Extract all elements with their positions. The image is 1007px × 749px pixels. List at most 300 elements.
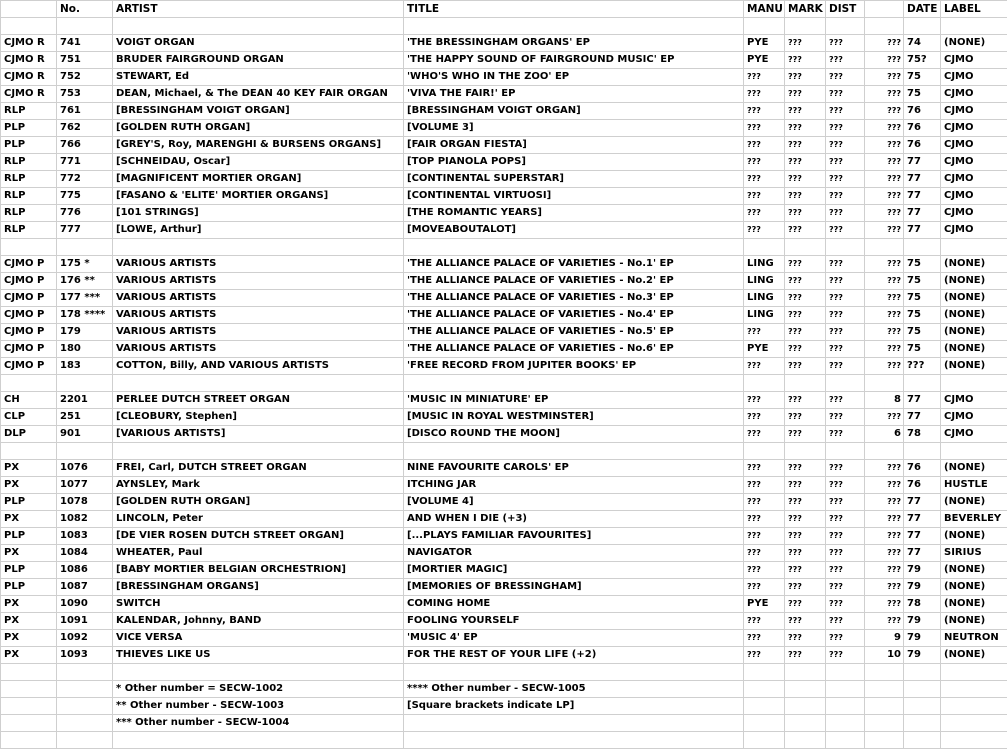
cell-label[interactable]: (NONE) (941, 290, 1007, 307)
cell-manu[interactable]: ??? (744, 69, 785, 86)
cell-label[interactable]: (NONE) (941, 273, 1007, 290)
cell-date[interactable]: 77 (904, 511, 941, 528)
cell-date[interactable] (904, 443, 941, 460)
cell-dist[interactable]: ??? (826, 579, 865, 596)
cell-date[interactable] (904, 664, 941, 681)
cell-title[interactable]: COMING HOME (404, 596, 744, 613)
cell-date[interactable]: 77 (904, 545, 941, 562)
cell-manu[interactable]: ??? (744, 562, 785, 579)
cell-number[interactable]: 180 (57, 341, 113, 358)
cell-dist[interactable] (826, 375, 865, 392)
cell-manu[interactable]: ??? (744, 630, 785, 647)
cell-manu[interactable]: ??? (744, 613, 785, 630)
cell-number[interactable]: 772 (57, 171, 113, 188)
cell-series[interactable] (1, 715, 57, 732)
cell-dist[interactable]: ??? (826, 477, 865, 494)
cell-artist[interactable]: PERLEE DUTCH STREET ORGAN (113, 392, 404, 409)
cell-manu[interactable]: ??? (744, 409, 785, 426)
cell-mark[interactable]: ??? (785, 426, 826, 443)
cell-manu[interactable]: LING (744, 256, 785, 273)
cell-mark[interactable]: ??? (785, 307, 826, 324)
cell-manu[interactable] (744, 715, 785, 732)
cell-series[interactable]: PX (1, 477, 57, 494)
cell-dist[interactable] (826, 698, 865, 715)
cell-mark[interactable]: ??? (785, 596, 826, 613)
header-label[interactable]: LABEL (941, 1, 1007, 18)
cell-mark[interactable]: ??? (785, 358, 826, 375)
cell-series[interactable]: DLP (1, 426, 57, 443)
cell-dist[interactable]: ??? (826, 154, 865, 171)
cell-artist[interactable] (113, 18, 404, 35)
cell-series[interactable]: PX (1, 630, 57, 647)
cell-mark[interactable] (785, 681, 826, 698)
cell-quantity[interactable] (865, 18, 904, 35)
cell-title[interactable]: [DISCO ROUND THE MOON] (404, 426, 744, 443)
cell-series[interactable]: PX (1, 511, 57, 528)
cell-title[interactable]: ITCHING JAR (404, 477, 744, 494)
cell-date[interactable]: 77 (904, 222, 941, 239)
cell-number[interactable] (57, 732, 113, 749)
cell-title[interactable]: 'MUSIC 4' EP (404, 630, 744, 647)
cell-manu[interactable]: ??? (744, 528, 785, 545)
cell-title[interactable] (404, 732, 744, 749)
cell-mark[interactable] (785, 698, 826, 715)
cell-date[interactable]: 77 (904, 188, 941, 205)
cell-date[interactable]: 77 (904, 528, 941, 545)
cell-series[interactable]: CJMO R (1, 35, 57, 52)
cell-mark[interactable]: ??? (785, 460, 826, 477)
cell-manu[interactable]: ??? (744, 120, 785, 137)
cell-series[interactable] (1, 375, 57, 392)
header-quantity[interactable] (865, 1, 904, 18)
cell-date[interactable]: 77 (904, 205, 941, 222)
cell-artist[interactable]: FREI, Carl, DUTCH STREET ORGAN (113, 460, 404, 477)
cell-quantity[interactable]: ??? (865, 290, 904, 307)
cell-quantity[interactable] (865, 681, 904, 698)
cell-number[interactable] (57, 375, 113, 392)
cell-number[interactable]: 1082 (57, 511, 113, 528)
cell-series[interactable]: RLP (1, 154, 57, 171)
cell-title[interactable]: [VOLUME 3] (404, 120, 744, 137)
cell-title[interactable]: 'THE BRESSINGHAM ORGANS' EP (404, 35, 744, 52)
cell-label[interactable]: (NONE) (941, 307, 1007, 324)
cell-artist[interactable]: VOIGT ORGAN (113, 35, 404, 52)
cell-dist[interactable]: ??? (826, 205, 865, 222)
cell-quantity[interactable]: ??? (865, 154, 904, 171)
cell-series[interactable]: PX (1, 460, 57, 477)
cell-number[interactable]: 176 ** (57, 273, 113, 290)
cell-date[interactable]: 77 (904, 392, 941, 409)
cell-quantity[interactable]: ??? (865, 222, 904, 239)
cell-number[interactable] (57, 664, 113, 681)
cell-label[interactable]: (NONE) (941, 562, 1007, 579)
cell-date[interactable]: 75 (904, 324, 941, 341)
cell-artist[interactable]: [GREY'S, Roy, MARENGHI & BURSENS ORGANS] (113, 137, 404, 154)
cell-quantity[interactable]: ??? (865, 120, 904, 137)
cell-dist[interactable]: ??? (826, 409, 865, 426)
cell-dist[interactable]: ??? (826, 647, 865, 664)
cell-mark[interactable]: ??? (785, 69, 826, 86)
cell-number[interactable]: 1084 (57, 545, 113, 562)
cell-title[interactable]: FOOLING YOURSELF (404, 613, 744, 630)
cell-quantity[interactable]: ??? (865, 494, 904, 511)
cell-number[interactable]: 1077 (57, 477, 113, 494)
cell-dist[interactable]: ??? (826, 69, 865, 86)
cell-quantity[interactable]: ??? (865, 171, 904, 188)
cell-series[interactable]: PLP (1, 120, 57, 137)
cell-label[interactable]: CJMO (941, 120, 1007, 137)
cell-number[interactable]: 751 (57, 52, 113, 69)
cell-mark[interactable] (785, 375, 826, 392)
cell-dist[interactable] (826, 715, 865, 732)
cell-title[interactable]: [BRESSINGHAM VOIGT ORGAN] (404, 103, 744, 120)
cell-dist[interactable]: ??? (826, 613, 865, 630)
cell-artist[interactable]: VARIOUS ARTISTS (113, 324, 404, 341)
cell-label[interactable]: (NONE) (941, 494, 1007, 511)
cell-mark[interactable]: ??? (785, 579, 826, 596)
cell-mark[interactable]: ??? (785, 86, 826, 103)
cell-title[interactable]: FOR THE REST OF YOUR LIFE (+2) (404, 647, 744, 664)
cell-artist[interactable]: [BABY MORTIER BELGIAN ORCHESTRION] (113, 562, 404, 579)
cell-number[interactable]: 1090 (57, 596, 113, 613)
cell-mark[interactable]: ??? (785, 188, 826, 205)
cell-title[interactable]: [THE ROMANTIC YEARS] (404, 205, 744, 222)
cell-series[interactable]: RLP (1, 188, 57, 205)
cell-label[interactable] (941, 443, 1007, 460)
cell-series[interactable]: PX (1, 613, 57, 630)
cell-quantity[interactable]: 9 (865, 630, 904, 647)
cell-series[interactable]: CJMO P (1, 341, 57, 358)
cell-number[interactable] (57, 239, 113, 256)
cell-number[interactable]: 1078 (57, 494, 113, 511)
cell-label[interactable]: (NONE) (941, 460, 1007, 477)
cell-label[interactable] (941, 715, 1007, 732)
cell-quantity[interactable]: ??? (865, 273, 904, 290)
cell-title[interactable]: [...PLAYS FAMILIAR FAVOURITES] (404, 528, 744, 545)
cell-quantity[interactable] (865, 375, 904, 392)
cell-label[interactable]: (NONE) (941, 613, 1007, 630)
cell-number[interactable] (57, 443, 113, 460)
cell-number[interactable]: 1086 (57, 562, 113, 579)
cell-artist[interactable]: VARIOUS ARTISTS (113, 256, 404, 273)
cell-manu[interactable]: ??? (744, 154, 785, 171)
cell-artist[interactable]: [101 STRINGS] (113, 205, 404, 222)
cell-manu[interactable]: ??? (744, 647, 785, 664)
cell-manu[interactable]: ??? (744, 579, 785, 596)
cell-series[interactable]: PX (1, 545, 57, 562)
cell-artist[interactable]: VARIOUS ARTISTS (113, 341, 404, 358)
cell-dist[interactable]: ??? (826, 511, 865, 528)
cell-manu[interactable]: ??? (744, 86, 785, 103)
cell-label[interactable]: HUSTLE (941, 477, 1007, 494)
cell-number[interactable]: 175 * (57, 256, 113, 273)
cell-label[interactable]: (NONE) (941, 579, 1007, 596)
cell-label[interactable]: CJMO (941, 86, 1007, 103)
cell-number[interactable]: 1087 (57, 579, 113, 596)
cell-manu[interactable]: ??? (744, 358, 785, 375)
cell-series[interactable]: CH (1, 392, 57, 409)
cell-label[interactable]: NEUTRON (941, 630, 1007, 647)
cell-title[interactable]: 'FREE RECORD FROM JUPITER BOOKS' EP (404, 358, 744, 375)
cell-number[interactable]: 901 (57, 426, 113, 443)
header-title[interactable]: TITLE (404, 1, 744, 18)
cell-label[interactable] (941, 732, 1007, 749)
cell-manu[interactable] (744, 443, 785, 460)
cell-quantity[interactable] (865, 698, 904, 715)
cell-mark[interactable]: ??? (785, 511, 826, 528)
cell-title[interactable]: [Square brackets indicate LP] (404, 698, 744, 715)
cell-date[interactable]: 76 (904, 477, 941, 494)
cell-dist[interactable]: ??? (826, 35, 865, 52)
cell-title[interactable]: 'THE ALLIANCE PALACE OF VARIETIES - No.6' EP (404, 341, 744, 358)
cell-series[interactable]: RLP (1, 103, 57, 120)
cell-number[interactable]: 753 (57, 86, 113, 103)
cell-dist[interactable]: ??? (826, 273, 865, 290)
cell-mark[interactable]: ??? (785, 545, 826, 562)
cell-mark[interactable] (785, 239, 826, 256)
cell-mark[interactable]: ??? (785, 630, 826, 647)
cell-dist[interactable]: ??? (826, 528, 865, 545)
cell-series[interactable]: PX (1, 647, 57, 664)
cell-date[interactable]: 76 (904, 120, 941, 137)
cell-date[interactable]: 79 (904, 562, 941, 579)
cell-label[interactable]: CJMO (941, 103, 1007, 120)
cell-title[interactable]: [MORTIER MAGIC] (404, 562, 744, 579)
cell-date[interactable] (904, 698, 941, 715)
cell-title[interactable]: 'THE ALLIANCE PALACE OF VARIETIES - No.1' EP (404, 256, 744, 273)
cell-date[interactable]: 77 (904, 494, 941, 511)
cell-quantity[interactable]: ??? (865, 341, 904, 358)
cell-series[interactable]: RLP (1, 222, 57, 239)
cell-manu[interactable]: ??? (744, 137, 785, 154)
cell-series[interactable]: PX (1, 596, 57, 613)
cell-title[interactable] (404, 375, 744, 392)
header-mark[interactable]: MARK (785, 1, 826, 18)
cell-artist[interactable]: [MAGNIFICENT MORTIER ORGAN] (113, 171, 404, 188)
cell-mark[interactable]: ??? (785, 528, 826, 545)
cell-title[interactable]: NINE FAVOURITE CAROLS' EP (404, 460, 744, 477)
cell-mark[interactable]: ??? (785, 392, 826, 409)
cell-series[interactable]: CJMO R (1, 52, 57, 69)
cell-series[interactable]: CJMO P (1, 256, 57, 273)
cell-date[interactable]: 74 (904, 35, 941, 52)
cell-number[interactable]: 771 (57, 154, 113, 171)
cell-artist[interactable] (113, 375, 404, 392)
cell-quantity[interactable]: ??? (865, 188, 904, 205)
cell-mark[interactable]: ??? (785, 171, 826, 188)
cell-dist[interactable]: ??? (826, 630, 865, 647)
cell-series[interactable]: PLP (1, 528, 57, 545)
cell-title[interactable]: 'VIVA THE FAIR!' EP (404, 86, 744, 103)
cell-mark[interactable]: ??? (785, 477, 826, 494)
cell-quantity[interactable] (865, 239, 904, 256)
cell-artist[interactable]: [BRESSINGHAM ORGANS] (113, 579, 404, 596)
cell-artist[interactable]: THIEVES LIKE US (113, 647, 404, 664)
cell-label[interactable]: CJMO (941, 222, 1007, 239)
cell-title[interactable] (404, 239, 744, 256)
cell-quantity[interactable]: 6 (865, 426, 904, 443)
cell-manu[interactable] (744, 239, 785, 256)
cell-quantity[interactable]: ??? (865, 256, 904, 273)
cell-date[interactable]: 75 (904, 341, 941, 358)
cell-date[interactable]: 76 (904, 137, 941, 154)
cell-date[interactable]: 77 (904, 154, 941, 171)
cell-dist[interactable]: ??? (826, 222, 865, 239)
cell-artist[interactable]: [GOLDEN RUTH ORGAN] (113, 120, 404, 137)
cell-date[interactable] (904, 239, 941, 256)
cell-mark[interactable]: ??? (785, 647, 826, 664)
cell-dist[interactable]: ??? (826, 103, 865, 120)
header-artist[interactable]: ARTIST (113, 1, 404, 18)
cell-artist[interactable]: STEWART, Ed (113, 69, 404, 86)
cell-quantity[interactable]: ??? (865, 613, 904, 630)
cell-series[interactable]: CJMO P (1, 324, 57, 341)
cell-mark[interactable]: ??? (785, 273, 826, 290)
cell-artist[interactable]: KALENDAR, Johnny, BAND (113, 613, 404, 630)
cell-artist[interactable]: WHEATER, Paul (113, 545, 404, 562)
cell-dist[interactable]: ??? (826, 460, 865, 477)
cell-date[interactable]: 79 (904, 579, 941, 596)
cell-mark[interactable]: ??? (785, 205, 826, 222)
cell-number[interactable] (57, 681, 113, 698)
cell-quantity[interactable]: ??? (865, 35, 904, 52)
cell-manu[interactable]: ??? (744, 511, 785, 528)
cell-number[interactable]: 776 (57, 205, 113, 222)
cell-quantity[interactable]: ??? (865, 69, 904, 86)
cell-mark[interactable]: ??? (785, 120, 826, 137)
cell-label[interactable]: (NONE) (941, 324, 1007, 341)
cell-mark[interactable]: ??? (785, 256, 826, 273)
cell-series[interactable]: CLP (1, 409, 57, 426)
cell-label[interactable]: CJMO (941, 137, 1007, 154)
cell-mark[interactable]: ??? (785, 137, 826, 154)
cell-quantity[interactable] (865, 732, 904, 749)
cell-series[interactable]: PLP (1, 562, 57, 579)
cell-title[interactable]: 'THE HAPPY SOUND OF FAIRGROUND MUSIC' EP (404, 52, 744, 69)
cell-artist[interactable]: ** Other number - SECW-1003 (113, 698, 404, 715)
cell-mark[interactable] (785, 732, 826, 749)
cell-date[interactable]: 75 (904, 307, 941, 324)
cell-artist[interactable]: * Other number = SECW-1002 (113, 681, 404, 698)
cell-number[interactable]: 1083 (57, 528, 113, 545)
cell-label[interactable]: CJMO (941, 426, 1007, 443)
cell-dist[interactable]: ??? (826, 307, 865, 324)
cell-manu[interactable]: ??? (744, 103, 785, 120)
cell-date[interactable]: 75 (904, 69, 941, 86)
cell-quantity[interactable]: ??? (865, 86, 904, 103)
cell-quantity[interactable]: ??? (865, 545, 904, 562)
cell-title[interactable]: [CONTINENTAL VIRTUOSI] (404, 188, 744, 205)
cell-label[interactable]: CJMO (941, 409, 1007, 426)
cell-title[interactable]: 'THE ALLIANCE PALACE OF VARIETIES - No.4' EP (404, 307, 744, 324)
cell-number[interactable]: 178 **** (57, 307, 113, 324)
cell-dist[interactable]: ??? (826, 52, 865, 69)
cell-date[interactable]: 76 (904, 460, 941, 477)
cell-number[interactable]: 183 (57, 358, 113, 375)
cell-date[interactable]: 77 (904, 171, 941, 188)
cell-label[interactable]: (NONE) (941, 647, 1007, 664)
cell-dist[interactable]: ??? (826, 290, 865, 307)
cell-date[interactable]: 75? (904, 52, 941, 69)
cell-label[interactable] (941, 18, 1007, 35)
cell-label[interactable]: CJMO (941, 188, 1007, 205)
cell-title[interactable]: **** Other number - SECW-1005 (404, 681, 744, 698)
cell-title[interactable]: [CONTINENTAL SUPERSTAR] (404, 171, 744, 188)
cell-dist[interactable]: ??? (826, 86, 865, 103)
cell-date[interactable]: 79 (904, 613, 941, 630)
cell-date[interactable]: ??? (904, 358, 941, 375)
cell-number[interactable]: 777 (57, 222, 113, 239)
cell-mark[interactable] (785, 443, 826, 460)
cell-manu[interactable]: ??? (744, 426, 785, 443)
cell-manu[interactable]: ??? (744, 188, 785, 205)
cell-manu[interactable] (744, 664, 785, 681)
cell-label[interactable]: (NONE) (941, 358, 1007, 375)
cell-manu[interactable]: ??? (744, 392, 785, 409)
cell-number[interactable]: 1093 (57, 647, 113, 664)
cell-artist[interactable]: *** Other number - SECW-1004 (113, 715, 404, 732)
cell-date[interactable]: 75 (904, 86, 941, 103)
cell-series[interactable] (1, 443, 57, 460)
cell-date[interactable] (904, 375, 941, 392)
cell-date[interactable] (904, 18, 941, 35)
cell-quantity[interactable]: ??? (865, 579, 904, 596)
cell-manu[interactable] (744, 698, 785, 715)
cell-quantity[interactable]: ??? (865, 103, 904, 120)
cell-quantity[interactable]: ??? (865, 52, 904, 69)
cell-number[interactable]: 775 (57, 188, 113, 205)
cell-quantity[interactable]: ??? (865, 205, 904, 222)
cell-quantity[interactable]: ??? (865, 562, 904, 579)
cell-label[interactable]: (NONE) (941, 256, 1007, 273)
cell-manu[interactable]: ??? (744, 171, 785, 188)
cell-label[interactable]: SIRIUS (941, 545, 1007, 562)
cell-series[interactable]: CJMO P (1, 307, 57, 324)
cell-date[interactable]: 75 (904, 273, 941, 290)
cell-artist[interactable]: [LOWE, Arthur] (113, 222, 404, 239)
cell-number[interactable]: 741 (57, 35, 113, 52)
cell-manu[interactable] (744, 375, 785, 392)
cell-title[interactable]: [MEMORIES OF BRESSINGHAM] (404, 579, 744, 596)
cell-mark[interactable]: ??? (785, 613, 826, 630)
cell-date[interactable]: 76 (904, 103, 941, 120)
cell-date[interactable] (904, 715, 941, 732)
cell-artist[interactable]: VICE VERSA (113, 630, 404, 647)
cell-date[interactable]: 75 (904, 290, 941, 307)
cell-label[interactable]: (NONE) (941, 596, 1007, 613)
cell-date[interactable] (904, 732, 941, 749)
cell-manu[interactable]: ??? (744, 477, 785, 494)
cell-artist[interactable]: [DE VIER ROSEN DUTCH STREET ORGAN] (113, 528, 404, 545)
cell-quantity[interactable]: ??? (865, 477, 904, 494)
cell-artist[interactable]: VARIOUS ARTISTS (113, 290, 404, 307)
cell-mark[interactable]: ??? (785, 409, 826, 426)
cell-label[interactable] (941, 375, 1007, 392)
cell-artist[interactable]: [SCHNEIDAU, Oscar] (113, 154, 404, 171)
cell-date[interactable] (904, 681, 941, 698)
cell-quantity[interactable]: ??? (865, 511, 904, 528)
cell-manu[interactable]: PYE (744, 596, 785, 613)
cell-quantity[interactable] (865, 715, 904, 732)
cell-label[interactable] (941, 239, 1007, 256)
cell-artist[interactable]: VARIOUS ARTISTS (113, 273, 404, 290)
cell-artist[interactable]: VARIOUS ARTISTS (113, 307, 404, 324)
cell-quantity[interactable]: ??? (865, 324, 904, 341)
cell-mark[interactable]: ??? (785, 290, 826, 307)
cell-label[interactable] (941, 664, 1007, 681)
cell-title[interactable] (404, 18, 744, 35)
cell-manu[interactable]: PYE (744, 52, 785, 69)
